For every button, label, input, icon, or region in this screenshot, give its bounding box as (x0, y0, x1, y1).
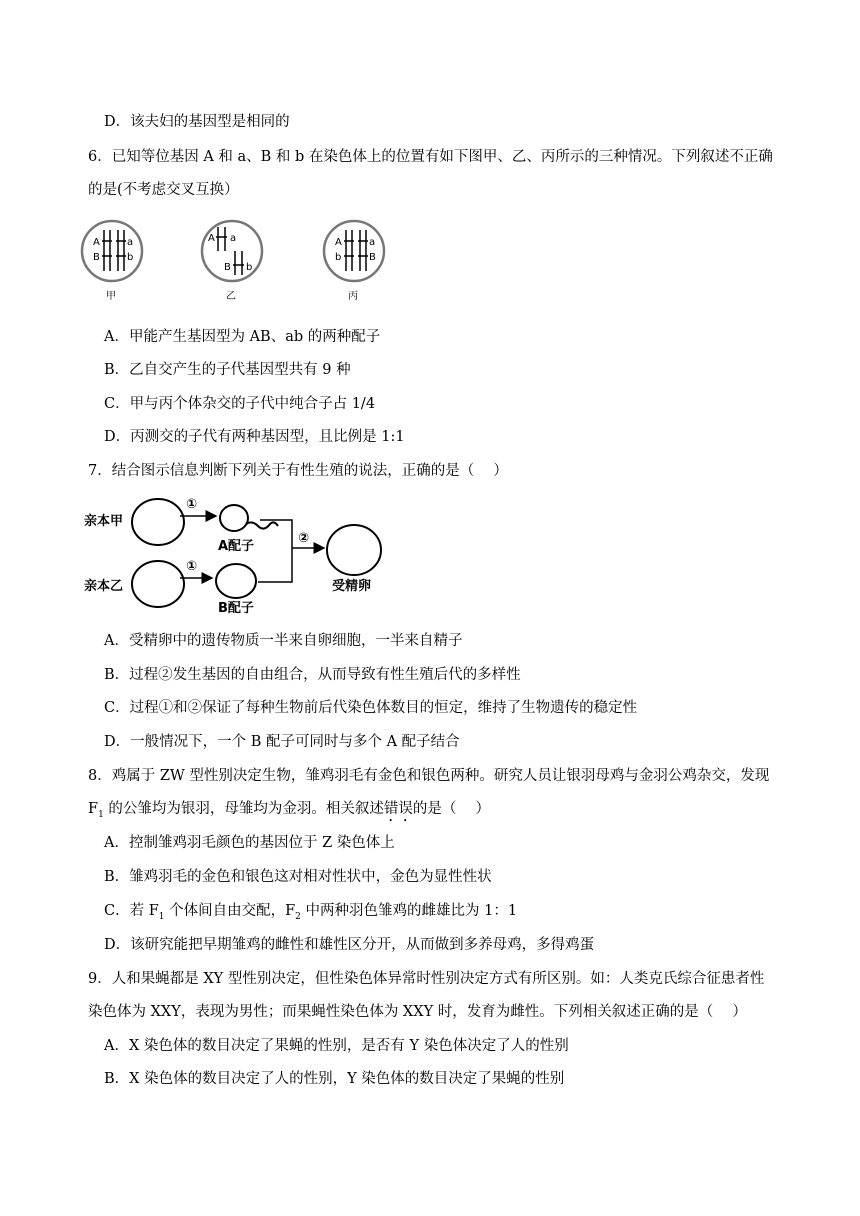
q8-stem-line1: 8．鸡属于 ZW 型性别决定生物，雏鸡羽毛有金色和银色两种。研究人员让银羽母鸡与金羽公鸡杂交，发现 (88, 768, 770, 784)
allele-label: a (230, 233, 237, 244)
q7-option-a: A．受精卵中的遗传物质一半来自卵细胞，一半来自精子 (104, 633, 463, 649)
q8-option-b: B．雏鸡羽毛的金色和银色这对相对性状中，金色为显性性状 (104, 869, 492, 885)
q6-option-b: B．乙自交产生的子代基因型共有 9 种 (104, 362, 351, 378)
q6-chromosome-figure (80, 215, 400, 307)
q8-option-a: A．控制雏鸡羽毛颜色的基因位于 Z 染色体上 (104, 835, 395, 851)
allele-label: A (335, 237, 342, 248)
gamete-b-label: B配子 (218, 601, 254, 616)
q9-stem-line1: 9．人和果蝇都是 XY 型性别决定，但性染色体异常时性别决定方式有所区别。如：人类克氏综合征患者性 (88, 971, 765, 987)
q7-option-d: D．一般情况下，一个 B 配子可同时与多个 A 配子结合 (104, 734, 460, 750)
q5-option-d: D．该夫妇的基因型是相同的 (104, 114, 290, 130)
q7-reproduction-figure (80, 490, 400, 618)
allele-label: b (246, 262, 253, 273)
cell-jia (82, 221, 142, 302)
q8-f-symbol: F (88, 801, 99, 817)
q8-c-text: 个体间自由交配，F (164, 903, 296, 919)
allele-label: A (208, 233, 215, 244)
q8-option-c (104, 901, 517, 927)
allele-label: B (224, 262, 231, 273)
q8-c-text: 中两种羽色雏鸡的雌雄比为 1：1 (300, 903, 518, 919)
q6-option-d: D．丙测交的子代有两种基因型，且比例是 1:1 (104, 429, 405, 445)
step2-label: ② (298, 531, 310, 546)
allele-label: A (93, 237, 100, 248)
q6-stem-line1: 6．已知等位基因 A 和 a、B 和 b 在染色体上的位置有如下图甲、乙、丙所示的三种情况。下列叙述不正确 (88, 149, 773, 165)
q7-stem: 7．结合图示信息判断下列关于有性生殖的说法，正确的是（ ） (88, 463, 508, 479)
parent1-label: 亲本甲 (84, 514, 124, 529)
cell-yi (202, 221, 262, 302)
allele-label: B (93, 252, 100, 263)
q6-option-a: A．甲能产生基因型为 AB、ab 的两种配子 (104, 329, 381, 345)
q8-c-subscript: 2 (295, 911, 301, 922)
cell-label: 甲 (106, 291, 116, 302)
q8-stem-end: 的是（ ） (412, 801, 491, 817)
q7-option-b: B．过程②发生基因的自由组合，从而导致有性生殖后代的多样性 (104, 667, 521, 683)
parent2-label: 亲本乙 (84, 579, 124, 594)
step1-bottom-label: ① (186, 559, 198, 574)
q8-emphasis-word: 错误 (383, 801, 413, 817)
allele-label: a (127, 237, 134, 248)
q8-c-subscript: 1 (158, 911, 165, 922)
zygote-label: 受精卵 (332, 579, 372, 594)
q9-option-a: A．X 染色体的数目决定了果蝇的性别，是否有 Y 染色体决定了人的性别 (104, 1038, 569, 1054)
q9-stem-line2: 染色体为 XXY，表现为男性；而果蝇性染色体为 XXY 时，发育为雌性。下列相关叙述正确的是（ ） (88, 1004, 747, 1020)
step1-top-label: ① (186, 497, 198, 512)
cell-label: 乙 (226, 291, 236, 302)
q8-c-text: C．若 F (104, 903, 159, 919)
allele-label: B (369, 252, 376, 263)
q6-stem-line2: 的是(不考虑交叉互换） (88, 182, 239, 198)
cell-label: 丙 (348, 291, 358, 302)
q8-option-d: D．该研究能把早期雏鸡的雌性和雄性区分开，从而做到多养母鸡，多得鸡蛋 (104, 937, 595, 953)
gamete-a-label: A配子 (218, 539, 255, 554)
allele-label: b (335, 252, 342, 263)
q8-stem-line2 (88, 799, 490, 825)
q6-option-c: C．甲与丙个体杂交的子代中纯合子占 1/4 (104, 396, 376, 412)
q7-option-c: C．过程①和②保证了每种生物前后代染色体数目的恒定，维持了生物遗传的稳定性 (104, 700, 638, 716)
cell-bing (324, 221, 384, 302)
allele-label: b (127, 252, 134, 263)
allele-label: a (369, 237, 376, 248)
q9-option-b: B．X 染色体的数目决定了人的性别，Y 染色体的数目决定了果蝇的性别 (104, 1071, 565, 1087)
q8-stem-text: 的公雏均为银羽，母雏均为金羽。相关叙述 (103, 801, 384, 817)
q8-f-subscript: 1 (98, 809, 104, 820)
